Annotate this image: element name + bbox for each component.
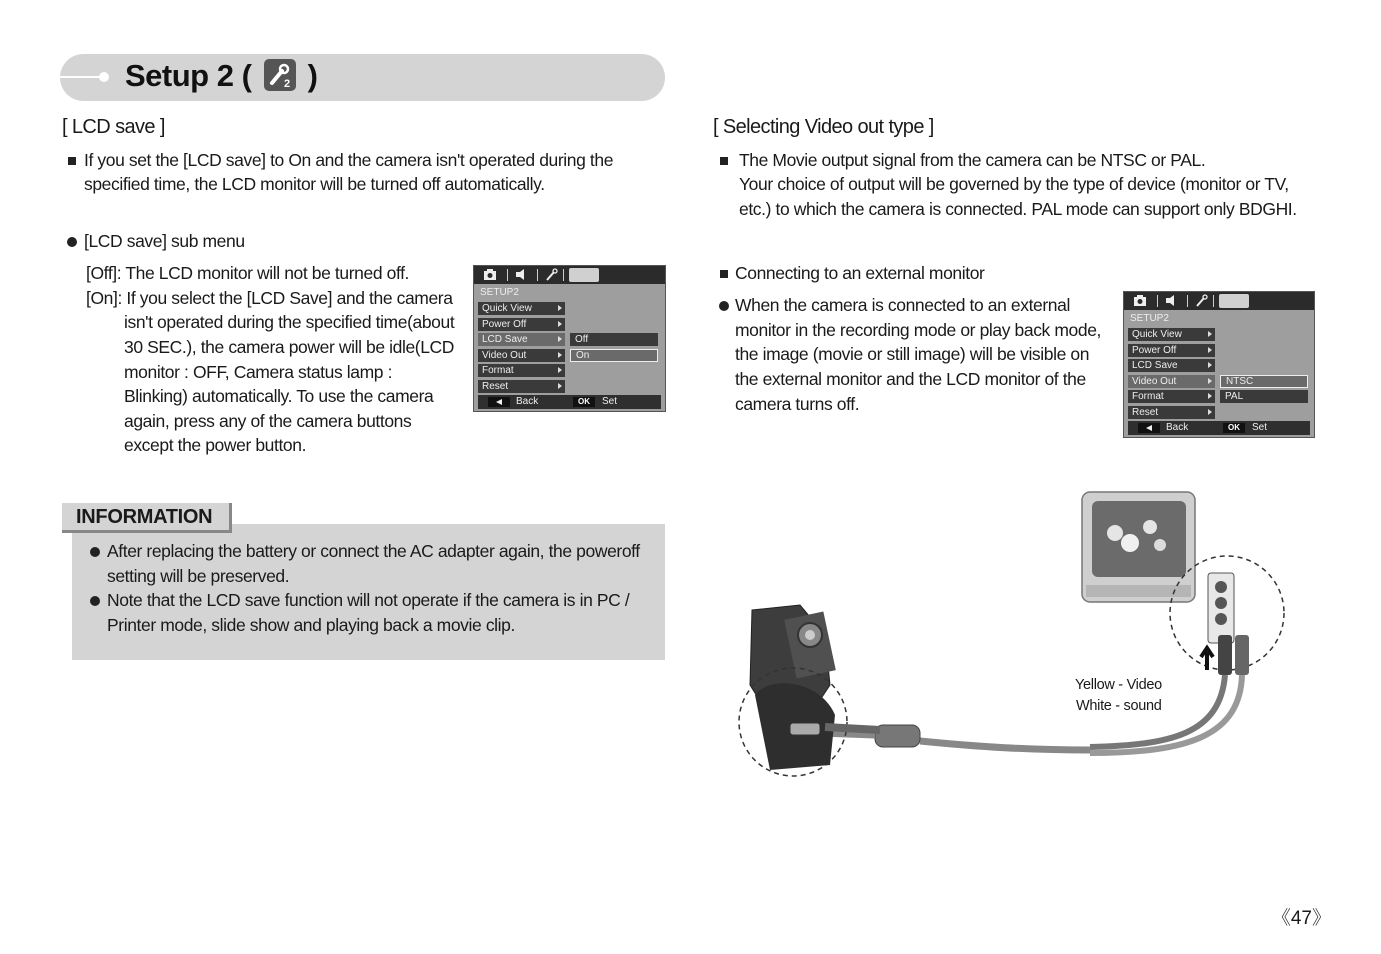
submenu-heading: [LCD save] sub menu [84, 231, 245, 251]
menu-item-quick-view[interactable]: Quick View [1128, 328, 1215, 341]
wrench-2-tab-icon [569, 268, 599, 282]
on-description-line-1: [On]: If you select the [LCD Save] and the camera [86, 288, 453, 308]
title-decoration-line [60, 76, 102, 78]
menu-item-video-out[interactable]: Video Out [478, 349, 565, 362]
svg-text:2: 2 [283, 78, 290, 90]
menu-item-power-off[interactable]: Power Off [1128, 344, 1215, 357]
menu-item-quick-view[interactable]: Quick View [478, 302, 565, 315]
cable-label-video: Yellow - Video [1075, 677, 1162, 693]
off-description: [Off]: The LCD monitor will not be turned off. [86, 263, 410, 283]
lcd-save-menu-screen [473, 265, 666, 412]
round-bullet-icon [90, 547, 100, 557]
on-description-line-4: monitor : OFF, Camera status lamp : [124, 362, 393, 382]
ok-button-icon: OK [1223, 423, 1245, 433]
menu-item-format[interactable]: Format [1128, 390, 1215, 403]
info-item-1-line-2: setting will be preserved. [107, 566, 290, 586]
speaker-icon [1164, 294, 1178, 307]
information-label: INFORMATION [76, 506, 213, 528]
info-item-1-line-1: After replacing the battery or connect the AC adapter again, the poweroff [107, 541, 640, 561]
lcd-save-intro-line-1: If you set the [LCD save] to On and the camera isn't operated during the [84, 150, 614, 170]
title-decoration-dot [99, 72, 109, 82]
lcd-save-intro-line-2: specified time, the LCD monitor will be turned off automatically. [84, 174, 545, 194]
menu-tab-bar [474, 266, 665, 284]
set-label: Set [1252, 422, 1268, 433]
menu-footer [1128, 421, 1310, 435]
square-bullet-icon [720, 270, 728, 278]
connect-line-4: the external monitor and the LCD monitor of the [735, 369, 1086, 389]
menu-item-power-off[interactable]: Power Off [478, 318, 565, 331]
round-bullet-icon [90, 596, 100, 606]
info-item-2-line-2: Printer mode, slide show and playing back a movie clip. [107, 615, 515, 635]
option-on[interactable]: On [570, 349, 658, 362]
back-label: Back [1166, 422, 1189, 433]
option-ntsc[interactable]: NTSC [1220, 375, 1308, 388]
page-number: 《47》 [1271, 908, 1331, 929]
wrench-2-icon [264, 59, 296, 91]
wrench-2-tab-icon [1219, 294, 1249, 308]
square-bullet-icon [68, 157, 76, 165]
wrench-1-icon [545, 268, 559, 281]
back-arrow-icon [488, 397, 510, 407]
on-description-line-3: 30 SEC.), the camera power will be idle(LCD [124, 337, 455, 357]
back-label: Back [516, 396, 539, 407]
on-description-line-2: isn't operated during the specified time(about [124, 312, 455, 332]
menu-caption: SETUP2 [1130, 313, 1169, 324]
menu-item-lcd-save[interactable]: LCD Save [1128, 359, 1215, 372]
speaker-icon [514, 268, 528, 281]
on-description-line-7: except the power button. [124, 435, 307, 455]
menu-item-format[interactable]: Format [478, 364, 565, 377]
menu-caption: SETUP2 [480, 287, 519, 298]
camera-icon [483, 268, 497, 281]
video-out-intro-line-2: Your choice of output will be governed by the type of device (monitor or TV, [739, 174, 1289, 194]
camera-icon [1133, 294, 1147, 307]
square-bullet-icon [720, 157, 728, 165]
back-arrow-icon [1138, 423, 1160, 433]
menu-item-reset[interactable]: Reset [1128, 406, 1215, 419]
on-description-line-6: again, press any of the camera buttons [124, 411, 412, 431]
video-out-intro-line-1: The Movie output signal from the camera can be NTSC or PAL. [739, 150, 1206, 170]
connect-line-3: the image (movie or still image) will be visible on [735, 344, 1090, 364]
option-off[interactable]: Off [570, 333, 658, 346]
menu-item-video-out[interactable]: Video Out [1128, 375, 1215, 388]
connect-line-1: When the camera is connected to an external [735, 295, 1070, 315]
page-title: Setup 2 ( 2 ) [125, 58, 318, 93]
video-out-intro-line-3: etc.) to which the camera is connected. PAL mode can support only BDGHI. [739, 199, 1297, 219]
round-bullet-icon [67, 237, 77, 247]
info-item-2-line-1: Note that the LCD save function will not operate if the camera is in PC / [107, 590, 630, 610]
ok-button-icon: OK [573, 397, 595, 407]
connect-line-5: camera turns off. [735, 394, 860, 414]
set-label: Set [602, 396, 618, 407]
tv-monitor-illustration [1082, 492, 1195, 602]
connect-line-2: monitor in the recording mode or play back mode, [735, 320, 1101, 340]
round-bullet-icon [719, 301, 729, 311]
connect-heading: Connecting to an external monitor [735, 263, 985, 283]
on-description-line-5: Blinking) automatically. To use the camera [124, 386, 434, 406]
menu-item-reset[interactable]: Reset [478, 380, 565, 393]
menu-item-lcd-save[interactable]: LCD Save [478, 333, 565, 346]
lcd-save-heading: [ LCD save ] [62, 116, 165, 138]
insert-arrow-icon [1201, 648, 1213, 670]
ferrite-core [875, 725, 920, 747]
video-out-menu-screen [1123, 291, 1315, 438]
option-pal[interactable]: PAL [1220, 390, 1308, 403]
camera-tv-connection-illustration [730, 485, 1300, 805]
wrench-1-icon [1195, 294, 1209, 307]
menu-footer [478, 395, 661, 409]
cable-label-sound: White - sound [1076, 698, 1162, 714]
menu-tab-bar [1124, 292, 1314, 310]
video-out-heading: [ Selecting Video out type ] [713, 116, 934, 138]
